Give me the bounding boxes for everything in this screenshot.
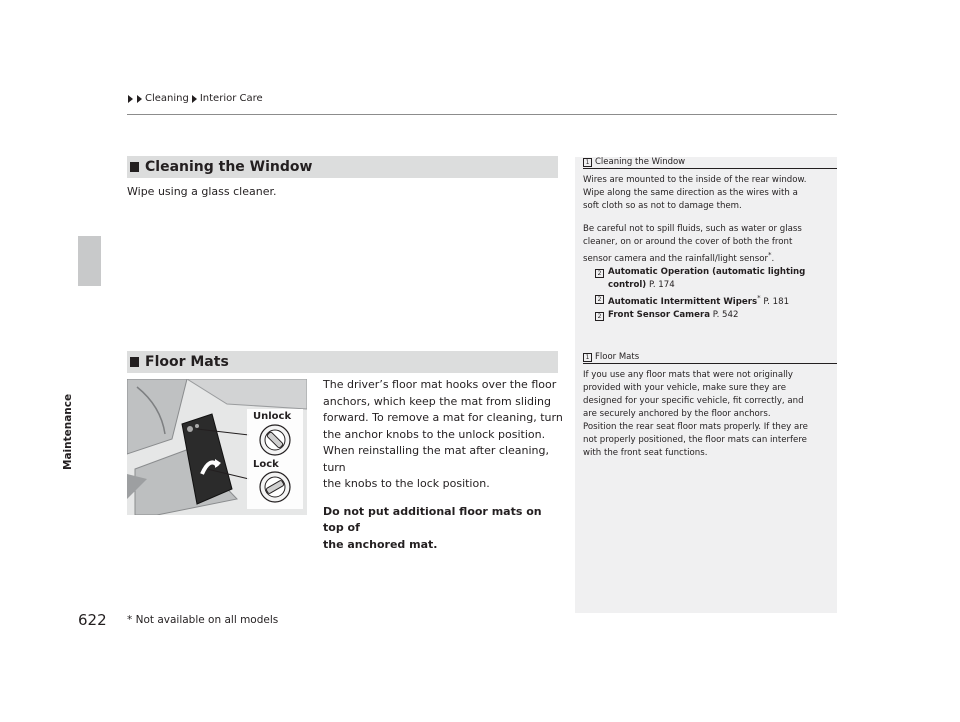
note-line: Wipe along the same direction as the wires with a (583, 188, 798, 198)
reference-link-automatic-operation[interactable]: 2 Automatic Operation (automatic lighting control) P. 174 (595, 266, 837, 292)
note-line: Wires are mounted to the inside of the rear window. (583, 175, 807, 185)
note-line: cleaner, on or around the cover of both the front (583, 237, 793, 247)
note-floor-mats (583, 352, 837, 460)
note-body (583, 369, 837, 460)
chapter-tab (78, 236, 101, 286)
body-line: The driver’s floor mat hooks over the floor (323, 378, 557, 391)
note-header (583, 157, 837, 169)
floor-mat-illustration (127, 379, 307, 515)
note-line: provided with your vehicle, make sure they are (583, 383, 786, 393)
note-marker-icon: 1 (583, 158, 592, 167)
chapter-label: Maintenance (62, 393, 74, 470)
section-title: Cleaning the Window (145, 159, 313, 175)
reference-arrow-icon: 2 (595, 295, 604, 304)
body-line: forward. To remove a mat for cleaning, turn (323, 411, 563, 424)
note-line: Be careful not to spill fluids, such as water or glass (583, 224, 802, 234)
note-line: with the front seat functions. (583, 448, 708, 458)
knob-lock-icon (255, 470, 295, 504)
note-cleaning-window (583, 157, 837, 322)
reference-link-wipers[interactable]: 2 Automatic Intermittent Wipers* P. 181 (595, 292, 837, 309)
body-line: anchors, which keep the mat from sliding (323, 394, 551, 408)
note-line: If you use any floor mats that were not originally (583, 370, 793, 380)
breadcrumb-item-cleaning[interactable]: Cleaning (145, 93, 189, 104)
body-line: the knobs to the lock position. (323, 477, 490, 490)
section-heading-floor-mats (127, 351, 558, 373)
note-header (583, 352, 837, 364)
section-title: Floor Mats (145, 354, 229, 370)
note-line: soft cloth so as not to damage them. (583, 201, 742, 211)
square-bullet-icon (130, 162, 139, 172)
section-body-cleaning-window: Wipe using a glass cleaner. (127, 185, 277, 198)
note-line: designed for your specific vehicle, fit correctly, and (583, 396, 804, 406)
note-line: are securely anchored by the floor anchors. (583, 409, 771, 419)
warning-line: Do not put additional floor mats on top of (323, 504, 542, 534)
footnote: * Not available on all models (127, 614, 279, 626)
note-title: Cleaning the Window (595, 157, 686, 167)
cross-references (583, 266, 837, 322)
header-rule (127, 114, 837, 115)
reference-link-front-sensor-camera[interactable]: 2 Front Sensor Camera P. 542 (595, 309, 837, 322)
page-number: 622 (78, 611, 107, 629)
note-body (583, 174, 837, 322)
note-line: sensor camera and the rainfall/light sensor*. (583, 251, 775, 264)
note-line: Position the rear seat floor mats properly. If they are (583, 422, 808, 432)
note-marker-icon: 1 (583, 353, 592, 362)
breadcrumb-item-interior-care[interactable]: Interior Care (199, 93, 263, 104)
callout-lock: Lock (253, 459, 279, 470)
section-heading-cleaning-window (127, 156, 558, 178)
square-bullet-icon (130, 357, 139, 367)
reference-arrow-icon: 2 (595, 312, 604, 321)
breadcrumb-arrow-icon (137, 95, 142, 103)
breadcrumb-arrow-icon (192, 95, 197, 103)
knob-unlock-icon (255, 423, 295, 457)
callout-unlock: Unlock (253, 411, 292, 422)
section-body-floor-mats (323, 377, 563, 553)
body-line: When reinstalling the mat after cleaning, turn (323, 444, 549, 474)
body-line: the anchor knobs to the unlock position. (323, 427, 546, 441)
breadcrumb-arrow-icon (128, 95, 133, 103)
note-line: not properly positioned, the floor mats can interfere (583, 435, 807, 445)
note-title: Floor Mats (595, 352, 640, 362)
breadcrumb (127, 93, 263, 104)
reference-arrow-icon: 2 (595, 269, 604, 278)
warning-line: the anchored mat. (323, 537, 438, 551)
